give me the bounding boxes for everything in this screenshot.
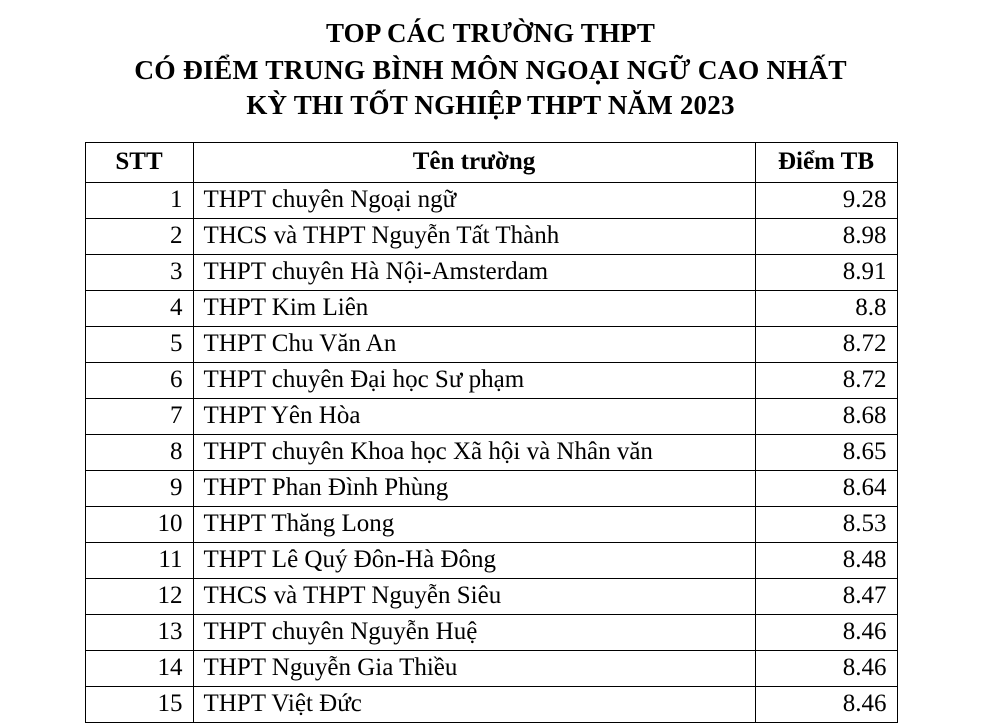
table-header [85,142,897,182]
cell-school-name: THPT Lê Quý Đôn-Hà Đông [193,542,755,578]
cell-rank: 12 [85,578,193,614]
table-header-row [85,142,897,182]
ranking-table-container [85,142,897,723]
cell-score: 9.28 [755,182,897,218]
table-row [85,614,897,650]
column-header-stt: STT [85,142,193,182]
table-row [85,362,897,398]
cell-school-name: THPT Thăng Long [193,506,755,542]
cell-rank: 3 [85,254,193,290]
cell-score: 8.72 [755,326,897,362]
title-line-3: KỲ THI TỐT NGHIỆP THPT NĂM 2023 [246,89,735,120]
cell-score: 8.98 [755,218,897,254]
cell-rank: 6 [85,362,193,398]
cell-rank: 13 [85,614,193,650]
cell-score: 8.46 [755,614,897,650]
cell-school-name: THPT chuyên Nguyễn Huệ [193,614,755,650]
table-row [85,542,897,578]
cell-rank: 10 [85,506,193,542]
title-line-2: CÓ ĐIỂM TRUNG BÌNH MÔN NGOẠI NGỮ CAO NHẤT [134,53,847,85]
column-header-school-name: Tên trường [193,142,755,182]
cell-rank: 15 [85,686,193,722]
table-row [85,686,897,722]
cell-school-name: THPT Nguyễn Gia Thiều [193,650,755,686]
cell-rank: 11 [85,542,193,578]
cell-school-name: THPT chuyên Hà Nội-Amsterdam [193,254,755,290]
cell-rank: 1 [85,182,193,218]
table-row [85,470,897,506]
table-body [85,182,897,722]
cell-school-name: THPT chuyên Ngoại ngữ [193,182,755,218]
cell-school-name: THPT Yên Hòa [193,398,755,434]
table-row [85,326,897,362]
cell-score: 8.46 [755,650,897,686]
cell-score: 8.64 [755,470,897,506]
title-line-1: TOP CÁC TRƯỜNG THPT [325,18,656,48]
cell-school-name: THPT chuyên Khoa học Xã hội và Nhân văn [193,434,755,470]
table-row [85,218,897,254]
cell-score: 8.91 [755,254,897,290]
cell-score: 8.53 [755,506,897,542]
table-row [85,182,897,218]
cell-rank: 2 [85,218,193,254]
table-row [85,254,897,290]
cell-school-name: THCS và THPT Nguyễn Siêu [193,578,755,614]
cell-school-name: THPT Việt Đức [193,686,755,722]
cell-rank: 4 [85,290,193,326]
cell-rank: 14 [85,650,193,686]
cell-score: 8.47 [755,578,897,614]
cell-rank: 5 [85,326,193,362]
column-header-score: Điểm TB [755,142,897,182]
page-title [0,0,981,124]
table-row [85,290,897,326]
cell-rank: 7 [85,398,193,434]
cell-school-name: THPT chuyên Đại học Sư phạm [193,362,755,398]
cell-score: 8.65 [755,434,897,470]
cell-score: 8.68 [755,398,897,434]
cell-score: 8.46 [755,686,897,722]
table-row [85,506,897,542]
cell-score: 8.48 [755,542,897,578]
table-row [85,398,897,434]
ranking-table [85,142,898,723]
table-row [85,650,897,686]
cell-school-name: THPT Kim Liên [193,290,755,326]
table-row [85,578,897,614]
table-row [85,434,897,470]
cell-score: 8.8 [755,290,897,326]
cell-school-name: THPT Chu Văn An [193,326,755,362]
cell-school-name: THCS và THPT Nguyễn Tất Thành [193,218,755,254]
cell-rank: 9 [85,470,193,506]
cell-school-name: THPT Phan Đình Phùng [193,470,755,506]
cell-rank: 8 [85,434,193,470]
cell-score: 8.72 [755,362,897,398]
